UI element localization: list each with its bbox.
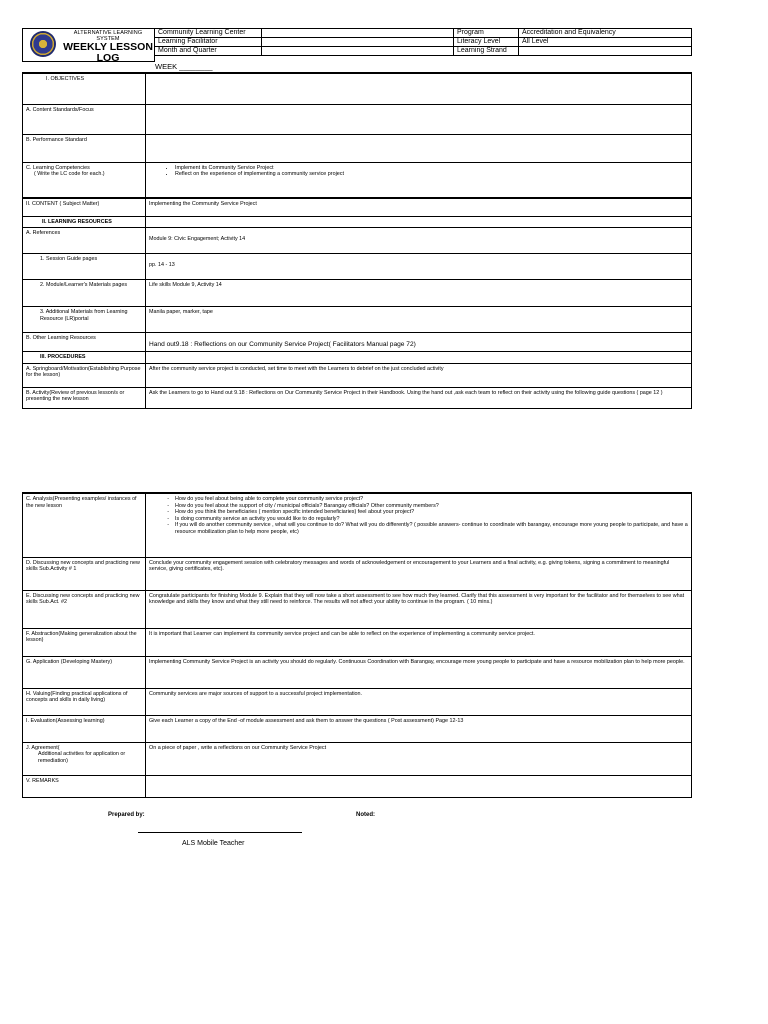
performance-standard-value xyxy=(146,134,692,162)
objectives-value xyxy=(146,73,692,104)
teacher-title: ALS Mobile Teacher xyxy=(182,840,245,847)
header-label: Learning Strand xyxy=(454,47,519,56)
valuing-label: H. Valuing(Finding practical applications of concepts and skills in daily living) xyxy=(23,688,146,715)
evaluation-label: I. Evaluation(Assessing learning) xyxy=(23,715,146,742)
header-value xyxy=(262,47,454,56)
evaluation-value: Give each Learner a copy of the End -of module assessment and ask them to answer the questions ( Post assessment) Page 12-13 xyxy=(146,715,692,742)
header-value xyxy=(262,29,454,38)
remarks-label: V. REMARKS xyxy=(23,775,146,797)
content-value: Implementing the Community Service Project xyxy=(146,198,692,216)
week-label: WEEK ________ xyxy=(155,62,213,71)
content-standards-label: A. Content Standards/Focus xyxy=(23,104,146,134)
competencies-list xyxy=(146,162,692,198)
other-resources-label: B. Other Learning Resources xyxy=(23,333,146,352)
activity-label: B. Activity(Review of previous lesson/s or presenting the new lesson xyxy=(23,387,146,408)
activity-value: Ask the Learners to go to Hand out 9.18 : Reflections on Our Community Service Project in their Handbook. Using the hand out ,ask each team to reflect on their activity using the following guide questions ( page 12 ) xyxy=(146,387,692,408)
references-label: A. References xyxy=(23,228,146,254)
session-guide-value: pp. 14 - 13 xyxy=(146,254,692,280)
header-label: Community Learning Center xyxy=(155,29,262,38)
additional-materials-label: 3. Additional Materials from Learning Resource (LR)portal xyxy=(23,307,146,333)
header-value xyxy=(262,38,454,47)
competency-item: • Reflect on the experience of implementing a community service project xyxy=(175,171,688,178)
springboard-label: A. Springboard/Motivation(Establishing Purpose for the lesson) xyxy=(23,363,146,387)
content-label: II. CONTENT ( Subject Matter) xyxy=(23,198,146,216)
application-value: Implementing Community Service Project is an activity you should do regularly. Continuous Coordination with Barangay, encourage more young people to participate and have a resource mobilization plan to help more people. xyxy=(146,656,692,688)
valuing-value: Community services are major sources of support to a successful project implementation. xyxy=(146,688,692,715)
prepared-by-label: Prepared by: xyxy=(108,812,145,818)
system-label: ALTERNATIVE LEARNING SYSTEM xyxy=(73,30,143,42)
module-label: 2. Module/Learner's Materials pages xyxy=(23,280,146,307)
competency-item: • Implement its Community Service Project xyxy=(175,165,688,172)
discussing-2-label: E. Discussing new concepts and practicing new skills Sub.Act. #2 xyxy=(23,590,146,628)
analysis-question: - Is doing community service an activity you would like to do regularly? xyxy=(175,516,688,523)
performance-standard-label: B. Performance Standard xyxy=(23,134,146,162)
objectives-label: I. OBJECTIVES xyxy=(23,73,146,104)
springboard-value: After the community service project is conducted, set time to meet with the Learners to debrief on the just concluded activity xyxy=(146,363,692,387)
lesson-log-table-1 xyxy=(22,72,692,409)
title-line-2: LOG xyxy=(96,52,120,64)
application-label: G. Application (Developing Mastery) xyxy=(23,656,146,688)
discussing-1-value: Conclude your community engagement session with celebratory messages and words of acknowledgement or encouragement to your Learners and a final activity, e.g. giving tokens, signing a commitment to meaningful service, giving certificates, etc). xyxy=(146,557,692,590)
session-guide-label: 1. Session Guide pages xyxy=(23,254,146,280)
header-label: Learning Facilitator xyxy=(155,38,262,47)
learning-resources-value xyxy=(146,216,692,228)
signature-line xyxy=(138,832,302,833)
agreement-label: J. Agreement( Additional activities for application or remediation) xyxy=(23,742,146,775)
header-label: Literacy Level xyxy=(454,38,519,47)
content-standards-value xyxy=(146,104,692,134)
other-resources-value: Hand out9.18 : Reflections on our Community Service Project( Facilitators Manual page 72) xyxy=(146,333,692,352)
procedures-value xyxy=(146,352,692,364)
discussing-2-value: Congratulate participants for finishing Module 9. Explain that they will now take a short assessment to see how much they learned. Clarify that this assessment is very important for the facilitator and for themselves to see what knowledge and skills they know and what they still need to reinforce. The results will not affect your ability to continue in the program. ( 10 mins.) xyxy=(146,590,692,628)
header-info-table xyxy=(154,28,692,56)
abstraction-value: It is important that Learner can implement its community service project and can be able to reflect on the experience of implementing a community service project. xyxy=(146,628,692,656)
module-value: Life skills Module 9, Activity 14 xyxy=(146,280,692,307)
header-value: Accreditation and Equivalency xyxy=(519,29,692,38)
references-value: Module 9: Civic Engagement; Activity 14 xyxy=(146,228,692,254)
analysis-question: - If you will do another community service , what will you continue to do? What will you do differently? ( possible answers- continue to coordinate with barangay, encourage more young people to participate, and have a resource mobilization plan to help more people, etc) xyxy=(175,522,688,535)
brand-block xyxy=(62,28,155,62)
additional-materials-value: Manila paper, marker, tape xyxy=(146,307,692,333)
header-value: All Level xyxy=(519,38,692,47)
procedures-label: III. PROCEDURES xyxy=(23,352,146,364)
header-label: Month and Quarter xyxy=(155,47,262,56)
logo-frame xyxy=(22,28,63,62)
title-line-1: WEEKLY LESSON xyxy=(63,41,153,53)
noted-label: Noted: xyxy=(356,812,375,818)
learning-resources-label: II. LEARNING RESOURCES xyxy=(23,216,146,228)
analysis-question: - How do you think the beneficiaries ( mention specific intended beneficiaries) feel about your project? xyxy=(175,509,688,516)
header-label: Program xyxy=(454,29,519,38)
remarks-value xyxy=(146,775,692,797)
abstraction-label: F. Abstraction(Making generalization about the lesson) xyxy=(23,628,146,656)
analysis-label: C. Analysis(Presenting examples/ instances of the new lesson xyxy=(23,493,146,557)
learning-competencies-label: C. Learning Competencies ( Write the LC code for each.) xyxy=(23,162,146,198)
analysis-question: - How do you feel about the support of city / municipal officials? Barangay officials? Other community members? xyxy=(175,503,688,510)
discussing-1-label: D. Discussing new concepts and practicing new skills Sub.Activity # 1 xyxy=(23,557,146,590)
analysis-question: - How do you feel about being able to complete your community service project? xyxy=(175,496,688,503)
lesson-log-table-2 xyxy=(22,492,692,798)
als-seal-logo xyxy=(30,31,56,57)
analysis-questions xyxy=(146,493,692,557)
agreement-value: On a piece of paper , write a reflections on our Community Service Project xyxy=(146,742,692,775)
header-value xyxy=(519,47,692,56)
